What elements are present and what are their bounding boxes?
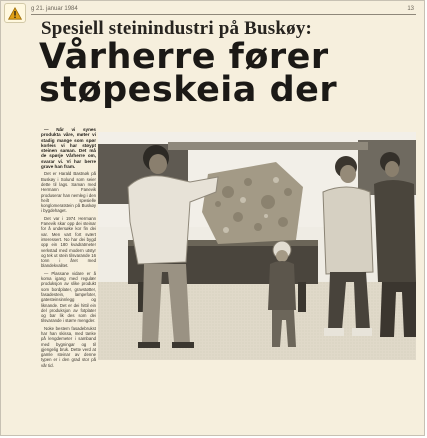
- kicker-title: Spesiell steinindustri på Buskøy:: [41, 18, 313, 39]
- page-header: [31, 4, 414, 14]
- article-paragraph-1: Det er Harald Bastnøk på Buskøy i Solund som seier dette til lags. Saman med Hermann Fanevik produserar han nemleg i den heilt spesielle konglomeratstein på Buskøy i bygdehaget.: [41, 171, 96, 214]
- article-paragraph-3: — Plassane vidare er å koma igang med regulær produksjon av slike produkt som bordplater, gravstøtter, fasadestein, lampefoter, gatesteinsinnlegg og liknande. Det er dei hittil ein del produksjon av fotplater og bar lik des som dei tilsvarande i større mengder.: [41, 270, 96, 324]
- photo-illustration: [98, 132, 416, 360]
- page-number: 13: [407, 6, 414, 12]
- header-rule: [31, 14, 416, 15]
- warning-icon: [8, 7, 22, 20]
- headline-line-2: støpeskeia der: [39, 70, 338, 111]
- article-photo: [98, 132, 416, 360]
- issue-date: g 21. januar 1984: [31, 6, 78, 12]
- warning-badge[interactable]: [4, 3, 26, 23]
- article-lead: — Når vi synes produkta våre, møter vi stadig mange som spør korleis vi har støypt steinen saman. Det må de spørje Vårherre om, svarar vi. Vi har berre grave han fram.: [41, 127, 96, 170]
- article-column: [41, 127, 96, 427]
- article-paragraph-4: Noke bestem fasadebrukst har han skissa, med tanke på lengdemeter i samband med bygningar og til gjengelig bruk. Dette verd at gamle steinar av denne typen er i den grad stor på vår tid.: [41, 325, 96, 368]
- article-paragraph-2: Det var i 1974 Hermann Fanevik skar opp dei steinar for å undersøke kor fin dei var. Men vart fort svært interessert. No har dei bygd opp ein 180 kvadratmeter verkstad med modern utstyr og tek ut stein tilsvarande 16 tonn i året med blandekvalitet.: [41, 215, 96, 269]
- headline: [31, 37, 416, 111]
- headline-line-1: Vårherre fører: [39, 37, 329, 77]
